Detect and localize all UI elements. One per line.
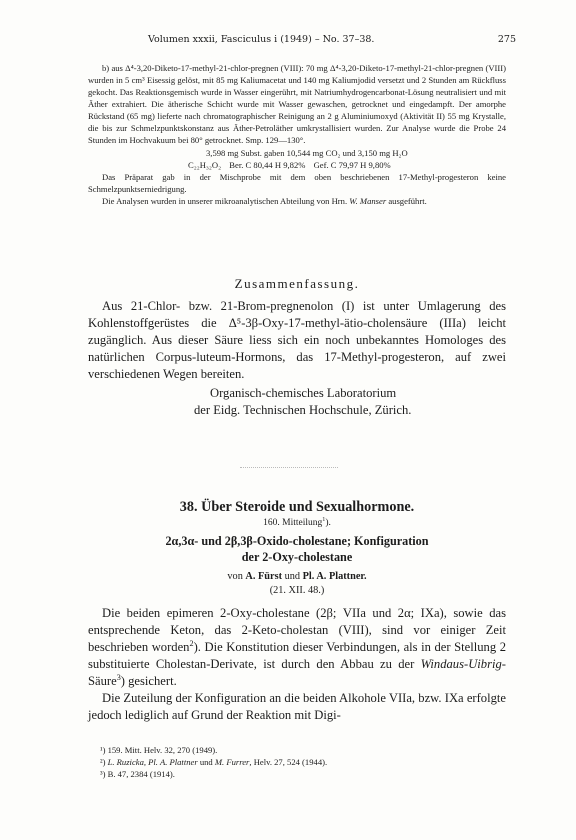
article-subtitle — [88, 533, 506, 565]
footnote-ref-3: 3 — [116, 672, 121, 682]
running-header — [88, 34, 516, 48]
footnotes — [88, 744, 506, 780]
footnote-2-author-2: M. Furrer — [214, 757, 250, 767]
article-series — [88, 518, 506, 528]
microanalysis-end: ausgeführt. — [386, 196, 427, 206]
experimental-paragraph-b: b) aus Δ⁴-3,20-Diketo-17-methyl-21-chlor-pregnen (VIII): 70 mg Δ⁴-3,20-Diketo-17-methyl-21-chlor-pregnen (VIII) wurden in 5 cm³ Eisessig gelöst, mit 85 mg Kaliumacetat und 140 mg Kaliumjodid versetzt und 2 Stunden am Rückfluss gekocht. Das Reaktionsgemisch wurde in Wasser eingerührt, mit Natriumhydrogencarbonat-Lösung neutralisiert und mit Äther extrahiert. Die ätherische Schicht wurde mit Wasser gewaschen, getrocknet und eingedampft. Der amorphe Rückstand (65 mg) lieferte nach chromatographischer Reinigung an 2 g Aluminiumoxyd (Aktivität II) 55 mg Krystalle, die bis zur Schmelzpunktskonstanz aus Äther-Petroläther umkrystallisiert wurden. Zur Analyse wurde die Probe 24 Stunden im Hochvakuum bei 80° getrocknet. Smp. 129—130°. — [88, 63, 506, 145]
p1-text-a: Die beiden epimeren 2-Oxy-cholestane (2β; VIIa und 2α; IXa), sowie das entsprechende Keton, das 2-Keto-cholestan (VIII), sind vor einiger Zeit beschrieben worden — [88, 606, 506, 654]
article-paragraph-1 — [88, 605, 506, 690]
summary-paragraph: Aus 21-Chlor- bzw. 21-Brom-pregnenolon (I) ist unter Umlagerung des Kohlenstoffgerüstes die Δ⁵-3β-Oxy-17-methyl-ätio-cholensäure (IIIa) leicht zugänglich. Aus dieser Säure liess sich ein noch unbekanntes Homologes des natürlichen Corpus-luteum-Hormons, das 17-Methyl-progesteron, auf zwei verschiedenen Wegen bereiten. — [88, 299, 506, 381]
series-text: 160. Mitteilung — [263, 518, 323, 528]
analysis-found: Gef. C 79,97 H 9,80% — [313, 160, 391, 170]
analysis-formula: C₂₂H₃₂O₂ — [188, 160, 222, 170]
article-date: (21. XII. 48.) — [269, 585, 325, 596]
experimental-text — [88, 62, 506, 146]
article-section — [88, 499, 506, 724]
footnote-ref-2: 2 — [189, 638, 194, 648]
experimental-section — [88, 62, 506, 207]
summary-heading: Zusammenfassung. — [234, 276, 360, 291]
summary-body — [88, 298, 506, 383]
footnote-1: ¹) 159. Mitt. Helv. 32, 270 (1949). — [100, 745, 218, 755]
footnote-2-authors: L. Ruzicka, Pl. A. Plattner — [107, 757, 198, 767]
footnote-2-and: und — [197, 757, 215, 767]
subtitle-line-1: 2α,3α- und 2β,3β-Oxido-cholestane; Konfiguration — [165, 534, 429, 548]
footnote-3: ³) B. 47, 2384 (1914). — [100, 769, 175, 779]
subtitle-line-2: der 2-Oxy-cholestane — [241, 550, 353, 564]
authors-prefix: von — [227, 571, 243, 582]
authors-and: und — [284, 571, 301, 582]
summary-section — [88, 276, 506, 419]
footnote-2-num: ²) — [100, 757, 108, 767]
author-2: Pl. A. Plattner. — [302, 571, 367, 582]
article-title: 38. Über Steroide und Sexualhormone. — [179, 499, 415, 515]
institution-line-2: der Eidg. Technischen Hochschule, Zürich. — [194, 403, 412, 417]
page-number: 275 — [497, 34, 516, 45]
footnote-2-ref: , Helv. 27, 524 (1944). — [249, 757, 328, 767]
analysis-results — [188, 159, 506, 171]
institution-line-1: Organisch-chemisches Laboratorium — [210, 386, 397, 400]
section-divider — [240, 467, 338, 468]
footnote-ref-1: 1 — [322, 516, 326, 523]
microanalysis-text: Die Analysen wurden in unserer mikroanalytischen Abteilung von Hrn. — [102, 196, 350, 206]
p1-text-b: ). Die Konstitution dieser Verbindungen, als in der Stellung 2 substituierte Cholestan-Derivate, ist durch den Abbau zu der — [88, 640, 506, 671]
analysis-calculated: Ber. C 80,44 H 9,82% — [229, 160, 306, 170]
p1-text-c: -Säure — [88, 657, 506, 688]
institution — [194, 385, 506, 419]
article-authors — [88, 571, 506, 582]
author-1: A. Fürst — [245, 571, 283, 582]
running-title: Volumen xxxii, Fasciculus i (1949) – No. 37–38. — [148, 34, 375, 45]
analysis-sample: 3,598 mg Subst. gaben 10,544 mg CO₂ und 3,150 mg H₂O — [206, 148, 408, 158]
analyst-name: W. Manser — [349, 196, 387, 206]
article-body — [88, 605, 506, 724]
p1-text-d: ) gesichert. — [120, 674, 177, 688]
series-end: ). — [325, 518, 331, 528]
article-paragraph-2: Die Zuteilung der Konfiguration an die beiden Alkohole VIIa, bzw. IXa erfolgte jedoch lediglich auf Grund der Reaktion mit Digi- — [88, 691, 506, 722]
footnote-2 — [100, 756, 506, 768]
experimental-notes — [88, 171, 506, 207]
windaus-uibrig: Windaus-Uibrig — [420, 657, 502, 671]
mixed-melting-note: Das Präparat gab in der Mischprobe mit dem oben beschriebenen 17-Methyl-progesteron keine Schmelzpunktserniedrigung. — [88, 172, 506, 194]
microanalysis-note — [88, 195, 506, 207]
